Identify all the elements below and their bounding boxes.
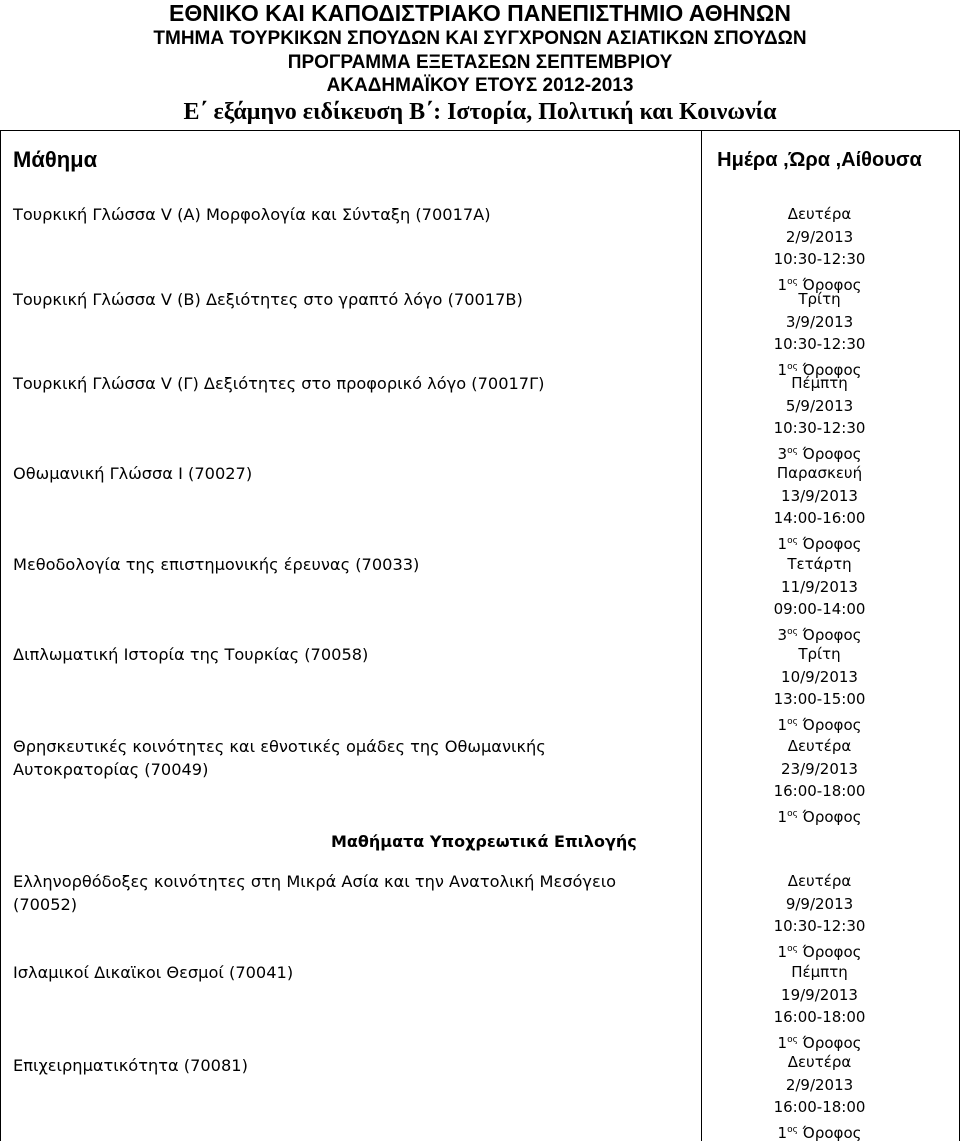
exam-date: 9/9/2013 [785, 894, 854, 913]
exam-floor: $1^{o\varsigma}$ Όροφος [777, 1033, 862, 1052]
university-title: ΕΘΝΙΚΟ ΚΑΙ ΚΑΠΟΔΙΣΤΡΙΑΚΟ ΠΑΝΕΠΙΣΤΗΜΙΟ ΑΘΗΝΩΝ [169, 0, 791, 26]
exam-time: 16:00-18:00 [773, 1098, 866, 1116]
schedule-cell [702, 462, 937, 552]
schedule-cell [702, 643, 937, 733]
schedule-cell [702, 1051, 937, 1141]
exam-floor: $3^{o\varsigma}$ Όροφος [777, 625, 862, 644]
exam-time: 10:30-12:30 [773, 250, 866, 268]
exam-time: 09:00-14:00 [773, 600, 866, 618]
exam-floor: $1^{o\varsigma}$ Όροφος [777, 715, 862, 734]
exam-floor: $1^{o\varsigma}$ Όροφος [777, 275, 862, 294]
exam-day: Τετάρτη [787, 555, 852, 573]
exam-day: Πέμπτη [791, 963, 848, 981]
course-name: Ισλαμικοί Δικαϊκοι Θεσμοί (70041) [13, 963, 294, 982]
exam-day: Παρασκευή [776, 464, 863, 482]
course-name: Διπλωματική Ιστορία της Τουρκίας (70058) [13, 645, 369, 664]
exam-floor: $1^{o\varsigma}$ Όροφος [777, 360, 862, 379]
course-column-header: Μάθημα [13, 147, 98, 172]
exam-day: Τρίτη [798, 645, 841, 663]
exam-day: Δευτέρα [787, 1053, 852, 1071]
exam-time: 10:30-12:30 [773, 335, 866, 353]
exam-date: 23/9/2013 [781, 759, 858, 778]
exam-day: Τρίτη [798, 290, 841, 308]
exam-time: 10:30-12:30 [773, 419, 866, 437]
exam-time: 16:00-18:00 [773, 1008, 866, 1026]
exam-date: 10/9/2013 [781, 667, 858, 686]
exam-time: 10:30-12:30 [773, 917, 866, 935]
course-name-line: Θρησκευτικές κοινότητες και εθνοτικές ομάδες της Οθωμανικής [13, 737, 546, 756]
exam-day: Δευτέρα [787, 872, 852, 890]
schedule-cell [702, 961, 937, 1051]
academic-year: ΑΚΑΔΗΜΑΪΚΟΥ ΕΤΟΥΣ 2012-2013 [326, 75, 634, 96]
schedule-cell [702, 735, 937, 825]
course-name: Επιχειρηματικότητα (70081) [13, 1056, 248, 1075]
exam-day: Δευτέρα [787, 205, 852, 223]
semester-title: Ε΄ εξάμηνο ειδίκευση Β΄: Ιστορία, Πολιτική και Κοινωνία [183, 99, 777, 125]
exam-date: 11/9/2013 [781, 577, 858, 596]
exam-floor: $1^{o\varsigma}$ Όροφος [777, 807, 862, 826]
exam-date: 2/9/2013 [785, 1075, 854, 1094]
exam-day: Πέμπτη [791, 374, 848, 392]
exam-floor: $3^{o\varsigma}$ Όροφος [777, 444, 862, 463]
course-name: Τουρκική Γλώσσα V (Γ) Δεξιότητες στο προφορικό λόγο (70017Γ) [13, 374, 545, 393]
course-name: Τουρκική Γλώσσα V (Β) Δεξιότητες στο γραπτό λόγο (70017Β) [13, 290, 523, 309]
course-name-line: (70052) [13, 895, 78, 914]
elective-section-label: Μαθήματα Υποχρεωτικά Επιλογής [331, 832, 637, 851]
exam-time: 14:00-16:00 [773, 509, 866, 527]
exam-date: 3/9/2013 [785, 312, 854, 331]
exam-floor: $1^{o\varsigma}$ Όροφος [777, 1123, 862, 1142]
exam-date: 19/9/2013 [781, 985, 858, 1004]
course-name-line: Αυτοκρατορίας (70049) [13, 760, 209, 779]
schedule-cell [702, 203, 937, 293]
course-name [13, 870, 693, 916]
exam-day: Δευτέρα [787, 737, 852, 755]
program-title: ΠΡΟΓΡΑΜΜΑ ΕΞΕΤΑΣΕΩΝ ΣΕΠΤΕΜΒΡΙΟΥ [287, 52, 673, 73]
course-name: Οθωμανική Γλώσσα Ι (70027) [13, 464, 253, 483]
department-title: ΤΜΗΜΑ ΤΟΥΡΚΙΚΩΝ ΣΠΟΥΔΩΝ ΚΑΙ ΣΥΓΧΡΟΝΩΝ ΑΣΙΑΤΙΚΩΝ ΣΠΟΥΔΩΝ [153, 28, 807, 49]
exam-time: 16:00-18:00 [773, 782, 866, 800]
course-name [13, 735, 693, 781]
exam-schedule-table [0, 130, 960, 1141]
schedule-cell [702, 288, 937, 378]
schedule-cell [702, 553, 937, 643]
course-name: Τουρκική Γλώσσα V (Α) Μορφολογία και Σύνταξη (70017Α) [13, 205, 491, 224]
exam-floor: $1^{o\varsigma}$ Όροφος [777, 942, 862, 961]
schedule-cell [702, 870, 937, 960]
exam-floor: $1^{o\varsigma}$ Όροφος [777, 534, 862, 553]
exam-date: 2/9/2013 [785, 227, 854, 246]
schedule-cell [702, 372, 937, 462]
exam-time: 13:00-15:00 [773, 690, 866, 708]
exam-date: 13/9/2013 [781, 486, 858, 505]
course-name: Μεθοδολογία της επιστημονικής έρευνας (70033) [13, 555, 420, 574]
course-name-line: Ελληνορθόδοξες κοινότητες στη Μικρά Ασία και την Ανατολική Μεσόγειο [13, 872, 617, 891]
exam-date: 5/9/2013 [785, 396, 854, 415]
schedule-column-header: Ημέρα ,Ώρα ,Αίθουσα [717, 149, 922, 171]
